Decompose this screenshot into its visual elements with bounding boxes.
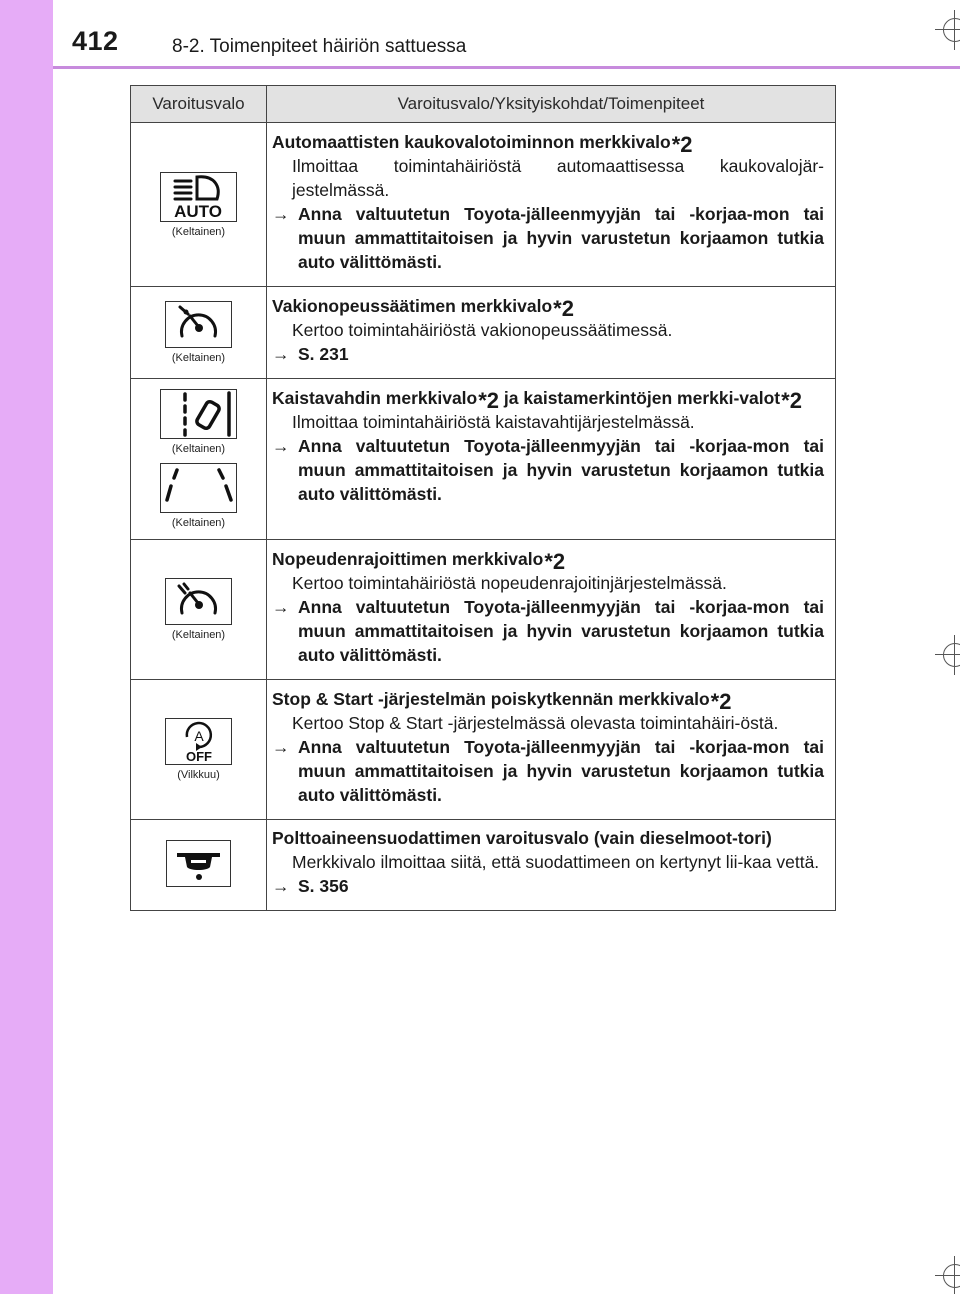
row-text: Merkkivalo ilmoittaa siitä, että suodattimeen on kertynyt lii-kaa vettä. (292, 852, 820, 872)
footnote-mark: *2 (710, 689, 732, 714)
svg-text:A: A (194, 728, 204, 744)
lane-departure-icon (160, 389, 237, 439)
table-row (131, 379, 836, 540)
icon-cell (131, 379, 267, 540)
description-cell (267, 123, 836, 287)
footnote-mark: *2 (544, 549, 566, 574)
table-row (131, 123, 836, 287)
description-cell (267, 820, 836, 911)
row-title: Polttoaineensuodattimen varoitusvalo (vain dieselmoot-tori) (272, 828, 772, 848)
row-title: Automaattisten kaukovalotoiminnon merkkivalo*2 (272, 132, 693, 157)
arrow-icon: → (272, 204, 290, 224)
row-action: → Anna valtuutetun Toyota-jälleenmyyjän tai -korjaa-mon tai muun ammattitaitoisen ja hyvin varustetun korjaamon tutkia auto välittömästi. (272, 436, 824, 504)
footnote-mark: *2 (781, 388, 802, 413)
row-action: → S. 231 (272, 344, 349, 364)
warning-lights-table (130, 85, 836, 911)
table-row (131, 820, 836, 911)
header-divider (53, 66, 960, 69)
row-text: Ilmoittaa toimintahäiriöstä kaistavahtijärjestelmässä. (292, 412, 695, 432)
icon-cell (131, 680, 267, 820)
auto-high-beam-icon (160, 172, 237, 222)
row-text: Kertoo toimintahäiriöstä nopeudenrajoitinjärjestelmässä. (292, 573, 727, 593)
arrow-icon: → (272, 737, 290, 757)
icon-cell (131, 540, 267, 680)
row-text: Kertoo Stop & Start -järjestelmässä olevasta toimintahäiri-östä. (292, 713, 779, 733)
lane-markings-icon (160, 463, 237, 513)
speed-limiter-icon (165, 578, 232, 625)
auto-icon-label: AUTO (174, 201, 222, 221)
row-title: Kaistavahdin merkkivalo*2 ja kaistamerkintöjen merkki-valot*2 (272, 388, 802, 413)
page-side-strip (0, 0, 53, 1294)
description-cell (267, 287, 836, 379)
column-header-details: Varoitusvalo/Yksityiskohdat/Toimenpiteet (267, 86, 836, 123)
row-action: → Anna valtuutetun Toyota-jälleenmyyjän tai -korjaa-mon tai muun ammattitaitoisen ja hyvin varustetun korjaamon tutkia auto välittömästi. (272, 737, 824, 805)
row-title: Stop & Start -järjestelmän poiskytkennän merkkivalo*2 (272, 689, 732, 714)
column-header-warning-light: Varoitusvalo (131, 86, 267, 123)
icon-caption: (Keltainen) (171, 517, 226, 529)
row-action: → Anna valtuutetun Toyota-jälleenmyyjän tai -korjaa-mon tai muun ammattitaitoisen ja hyvin varustetun korjaamon tutkia auto välittömästi. (272, 204, 824, 272)
icon-cell (131, 123, 267, 287)
table-row (131, 287, 836, 379)
footnote-mark: *2 (478, 388, 500, 413)
table-row (131, 540, 836, 680)
row-action: → S. 356 (272, 876, 349, 896)
arrow-icon: → (272, 344, 290, 364)
icon-cell (131, 287, 267, 379)
footnote-mark: *2 (553, 296, 574, 321)
fuel-filter-icon (166, 840, 231, 887)
table-row (131, 680, 836, 820)
description-cell (267, 540, 836, 680)
description-cell (267, 680, 836, 820)
footnote-mark: *2 (671, 132, 693, 157)
icon-caption: (Vilkkuu) (177, 769, 220, 781)
icon-caption: (Keltainen) (171, 629, 226, 641)
row-action: → Anna valtuutetun Toyota-jälleenmyyjän tai -korjaa-mon tai muun ammattitaitoisen ja hyvin varustetun korjaamon tutkia auto välittömästi. (272, 597, 824, 665)
icon-caption: (Keltainen) (171, 443, 226, 455)
page-number: 412 (72, 26, 119, 56)
icon-caption: (Keltainen) (171, 352, 226, 364)
arrow-icon: → (272, 436, 290, 456)
row-title: Nopeudenrajoittimen merkkivalo*2 (272, 549, 566, 574)
section-title: 8-2. Toimenpiteet häiriön sattuessa (172, 36, 467, 57)
row-text: Kertoo toimintahäiriöstä vakionopeussäätimessä. (292, 320, 673, 340)
icon-cell (131, 820, 267, 911)
svg-text:OFF: OFF (186, 749, 212, 764)
description-cell (267, 379, 836, 540)
cruise-control-icon (165, 301, 232, 348)
row-text: Ilmoittaa toimintahäiriöstä automaattisessa kaukovalojär-jestelmässä. (292, 156, 824, 200)
arrow-icon: → (272, 876, 290, 896)
row-title: Vakionopeussäätimen merkkivalo*2 (272, 296, 574, 321)
stop-start-off-icon (165, 718, 232, 765)
icon-caption: (Keltainen) (171, 225, 226, 238)
table-header-row (131, 86, 836, 123)
arrow-icon: → (272, 597, 290, 617)
